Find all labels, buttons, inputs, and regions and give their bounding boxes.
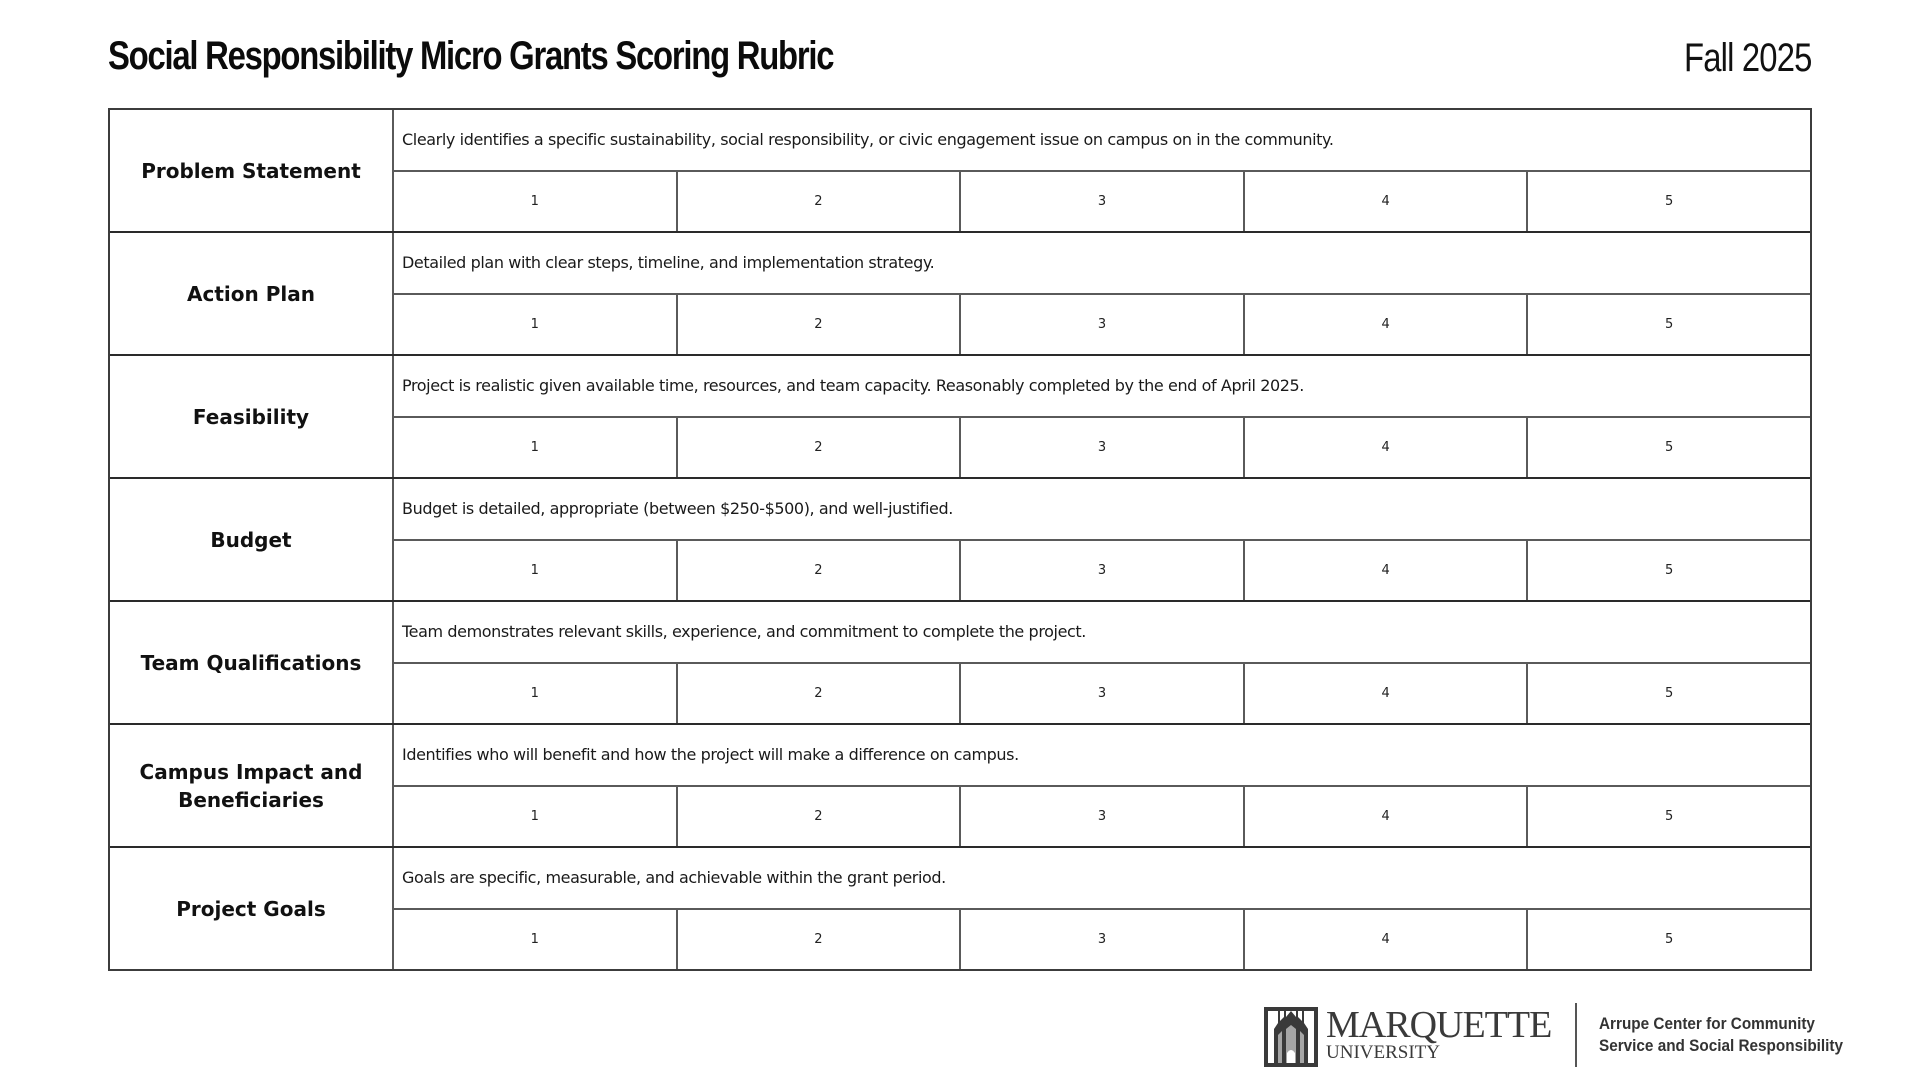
- score-option-5[interactable]: 5: [1526, 418, 1810, 478]
- score-option-5[interactable]: 5: [1526, 172, 1810, 232]
- score-option-1[interactable]: 1: [530, 685, 539, 701]
- score-option-4[interactable]: 4: [1243, 910, 1527, 970]
- arrupe-center-name: [1599, 1013, 1843, 1057]
- criterion-label: Feasibility: [110, 356, 394, 477]
- score-row: [394, 295, 1810, 355]
- page-title: Social Responsibility Micro Grants Scoring Rubric: [108, 34, 834, 78]
- criterion-body: [394, 110, 1810, 231]
- criterion-label: Team Qualifications: [110, 602, 394, 723]
- marquette-tower-icon: [1264, 1003, 1318, 1067]
- score-option-3[interactable]: 3: [959, 172, 1243, 232]
- score-option-5[interactable]: 5: [1526, 664, 1810, 724]
- score-row: [394, 787, 1810, 847]
- score-option-5[interactable]: 5: [1526, 295, 1810, 355]
- center-name-line-1: Arrupe Center for Community: [1599, 1014, 1816, 1033]
- score-option-2[interactable]: 2: [676, 664, 960, 724]
- footer-logos: [1264, 1002, 1870, 1068]
- score-option-1[interactable]: 1: [530, 439, 539, 455]
- criterion-body: [394, 479, 1810, 600]
- criterion-label: Campus Impact and Beneficiaries: [110, 725, 394, 846]
- score-option-4[interactable]: 4: [1243, 295, 1527, 355]
- score-option-1[interactable]: 1: [530, 808, 539, 824]
- criterion-campus-impact: [110, 723, 1810, 846]
- criterion-team-qualifications: [110, 600, 1810, 723]
- score-row: [394, 418, 1810, 478]
- score-row: [394, 541, 1810, 601]
- criterion-body: [394, 725, 1810, 846]
- criterion-description: Identifies who will benefit and how the project will make a difference on campus.: [394, 725, 1810, 787]
- criterion-label: Project Goals: [110, 848, 394, 969]
- marquette-wordmark: [1326, 1004, 1552, 1063]
- score-row: [394, 910, 1810, 970]
- criterion-description: Team demonstrates relevant skills, experience, and commitment to complete the project.: [394, 602, 1810, 664]
- logo-divider: [1575, 1003, 1577, 1067]
- score-option-5[interactable]: 5: [1526, 910, 1810, 970]
- marquette-logo: [1264, 1003, 1551, 1067]
- score-row: [394, 664, 1810, 724]
- criterion-description: Project is realistic given available time, resources, and team capacity. Reasonably completed by the end of April 2025.: [394, 356, 1810, 418]
- score-option-3[interactable]: 3: [959, 910, 1243, 970]
- criterion-problem-statement: [110, 110, 1810, 231]
- score-option-2[interactable]: 2: [676, 787, 960, 847]
- score-option-4[interactable]: 4: [1243, 664, 1527, 724]
- score-option-3[interactable]: 3: [959, 295, 1243, 355]
- score-option-1[interactable]: 1: [530, 316, 539, 332]
- score-option-3[interactable]: 3: [959, 664, 1243, 724]
- score-option-2[interactable]: 2: [676, 172, 960, 232]
- score-option-2[interactable]: 2: [676, 910, 960, 970]
- criterion-action-plan: [110, 231, 1810, 354]
- score-option-4[interactable]: 4: [1243, 541, 1527, 601]
- score-option-5[interactable]: 5: [1526, 541, 1810, 601]
- criterion-label: Action Plan: [110, 233, 394, 354]
- score-option-2[interactable]: 2: [676, 418, 960, 478]
- criterion-description: Goals are specific, measurable, and achievable within the grant period.: [394, 848, 1810, 910]
- score-option-1[interactable]: 1: [530, 193, 539, 209]
- score-option-1[interactable]: 1: [530, 562, 539, 578]
- criterion-project-goals: [110, 846, 1810, 969]
- criterion-budget: [110, 477, 1810, 600]
- term-label: Fall 2025: [1684, 36, 1812, 80]
- score-option-4[interactable]: 4: [1243, 172, 1527, 232]
- score-option-3[interactable]: 3: [959, 541, 1243, 601]
- score-option-3[interactable]: 3: [959, 787, 1243, 847]
- criterion-body: [394, 602, 1810, 723]
- criterion-description: Budget is detailed, appropriate (between $250-$500), and well-justified.: [394, 479, 1810, 541]
- score-option-4[interactable]: 4: [1243, 787, 1527, 847]
- criterion-body: [394, 356, 1810, 477]
- criterion-label: Budget: [110, 479, 394, 600]
- criterion-description: Detailed plan with clear steps, timeline, and implementation strategy.: [394, 233, 1810, 295]
- score-option-2[interactable]: 2: [676, 541, 960, 601]
- score-option-1[interactable]: 1: [530, 931, 539, 947]
- criterion-label: Problem Statement: [110, 110, 394, 231]
- criterion-feasibility: [110, 354, 1810, 477]
- score-option-5[interactable]: 5: [1526, 787, 1810, 847]
- score-option-2[interactable]: 2: [676, 295, 960, 355]
- center-name-line-2: Service and Social Responsibility: [1599, 1036, 1844, 1055]
- scoring-rubric-table: [108, 108, 1812, 971]
- criterion-body: [394, 233, 1810, 354]
- university-subtitle: UNIVERSITY: [1326, 1042, 1440, 1063]
- score-option-3[interactable]: 3: [959, 418, 1243, 478]
- score-row: [394, 172, 1810, 232]
- university-name: MARQUETTE: [1326, 1004, 1552, 1046]
- criterion-body: [394, 848, 1810, 969]
- score-option-4[interactable]: 4: [1243, 418, 1527, 478]
- criterion-description: Clearly identifies a specific sustainability, social responsibility, or civic engagement issue on campus on in the community.: [394, 110, 1810, 172]
